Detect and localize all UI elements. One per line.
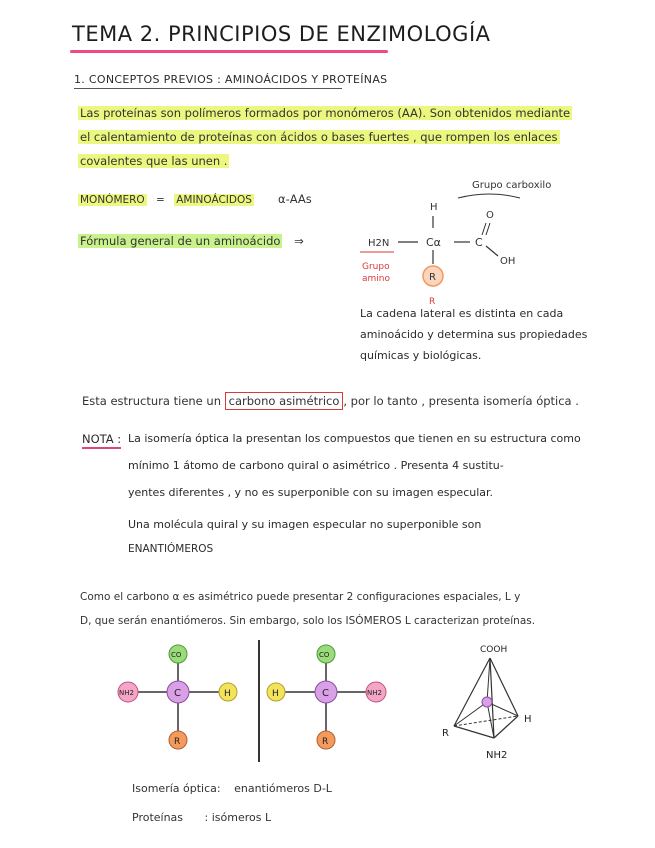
oh-group: OH xyxy=(500,256,516,267)
carbono-asimetrico-box: carbono asimétrico xyxy=(225,392,344,410)
formula-label: Fórmula general de un aminoácido xyxy=(80,234,281,248)
formula-line xyxy=(78,234,304,248)
nota-line-2: mínimo 1 átomo de carbono quiral o asimétrico . Presenta 4 sustitu- xyxy=(128,459,504,472)
nota-label-text: NOTA : xyxy=(82,432,121,449)
intro-line-1 xyxy=(78,106,572,120)
nota-line-1: La isomería óptica la presentan los compuestos que tienen en su estructura como xyxy=(128,432,581,445)
molecule-left xyxy=(108,638,248,758)
nota-label xyxy=(82,432,121,446)
section-heading: 1. CONCEPTOS PREVIOS : AMINOÁCIDOS Y PROTEÍNAS xyxy=(74,73,388,86)
cadena-line-3: químicas y biológicas. xyxy=(360,349,482,362)
cadena-line-1: La cadena lateral es distinta en cada xyxy=(360,307,564,320)
mol-3d-r: R xyxy=(442,728,449,739)
intro-line-1-text: Las proteínas son polímeros formados por monómeros (AA). Son obtenidos mediante xyxy=(80,106,571,120)
intro-line-3 xyxy=(78,154,229,168)
h2n-group: H2N xyxy=(368,238,390,249)
cadena-line-2: aminoácido y determina sus propiedades xyxy=(360,328,588,341)
mol-3d-cooh: COOH xyxy=(480,645,508,655)
isomeria-line xyxy=(132,782,332,795)
proteinas-value: : isómeros L xyxy=(204,811,272,824)
grupo-carboxilo-label: Grupo carboxilo xyxy=(472,180,552,191)
nota-line-4: Una molécula quiral y su imagen especular no superponible son xyxy=(128,518,482,531)
mol-3d-nh2: NH2 xyxy=(486,750,508,761)
como-line-2: D, que serán enantiómeros. Sin embargo, solo los ISÓMEROS L caracterizan proteínas. xyxy=(80,615,536,627)
monomero-line xyxy=(78,194,254,206)
mol-right-center: C xyxy=(322,688,329,699)
isomeria-value: enantiómeros D-L xyxy=(234,782,332,795)
mol-left-left: NH2 xyxy=(119,689,134,697)
intro-line-2-text: el calentamiento de proteínas con ácidos o bases fuertes , que rompen los enlaces xyxy=(80,130,558,144)
section-underline xyxy=(74,88,342,89)
h-atom: H xyxy=(430,202,438,213)
monomero-label: MONÓMERO xyxy=(80,194,145,206)
c-alpha: Cα xyxy=(426,236,441,249)
r-group: R xyxy=(429,272,436,283)
molecule-right xyxy=(256,638,396,758)
page-title: TEMA 2. PRINCIPIOS DE ENZIMOLOGÍA xyxy=(72,22,491,46)
monomero-equals: = xyxy=(156,194,165,206)
carboxyl-c: C xyxy=(475,236,483,249)
formula-arrow: ⇒ xyxy=(294,234,304,248)
mol-left-right: H xyxy=(224,689,231,699)
mol-left-top: CO xyxy=(171,651,182,659)
nota-line-3: yentes diferentes , y no es superponible con su imagen especular. xyxy=(128,486,494,499)
mol-right-right: NH2 xyxy=(367,689,382,697)
como-line-1: Como el carbono α es asimétrico puede presentar 2 configuraciones espaciales, L y xyxy=(80,591,521,603)
mol-right-left: H xyxy=(272,689,279,699)
mol-3d-h: H xyxy=(524,714,532,725)
intro-line-2 xyxy=(78,130,560,144)
amino-acid-structure xyxy=(330,176,570,308)
monomero-value: AMINOÁCIDOS xyxy=(176,194,252,206)
intro-line-3-text: covalentes que las unen . xyxy=(80,154,228,168)
proteinas-line xyxy=(132,811,271,824)
estructura-line xyxy=(82,394,579,408)
mol-3d-center xyxy=(482,697,492,707)
proteinas-label: Proteínas xyxy=(132,811,184,824)
alpha-aas: α-AAs xyxy=(278,192,312,206)
molecule-3d xyxy=(430,638,550,772)
title-underline xyxy=(70,50,388,53)
mol-left-center: C xyxy=(174,688,181,699)
mol-right-top: CO xyxy=(319,651,330,659)
nota-line-5: ENANTIÓMEROS xyxy=(128,543,214,555)
r-below-label: R xyxy=(429,297,436,307)
estructura-pre: Esta estructura tiene un xyxy=(82,394,221,408)
isomeria-label: Isomería óptica: xyxy=(132,782,221,795)
estructura-post: , por lo tanto , presenta isomería óptica . xyxy=(343,394,579,408)
mol-right-bottom: R xyxy=(322,737,329,747)
grupo-amino-label-1: Grupo xyxy=(362,262,390,272)
grupo-amino-label-2: amino xyxy=(362,274,390,284)
o-atom: O xyxy=(486,210,494,221)
mol-left-bottom: R xyxy=(174,737,181,747)
